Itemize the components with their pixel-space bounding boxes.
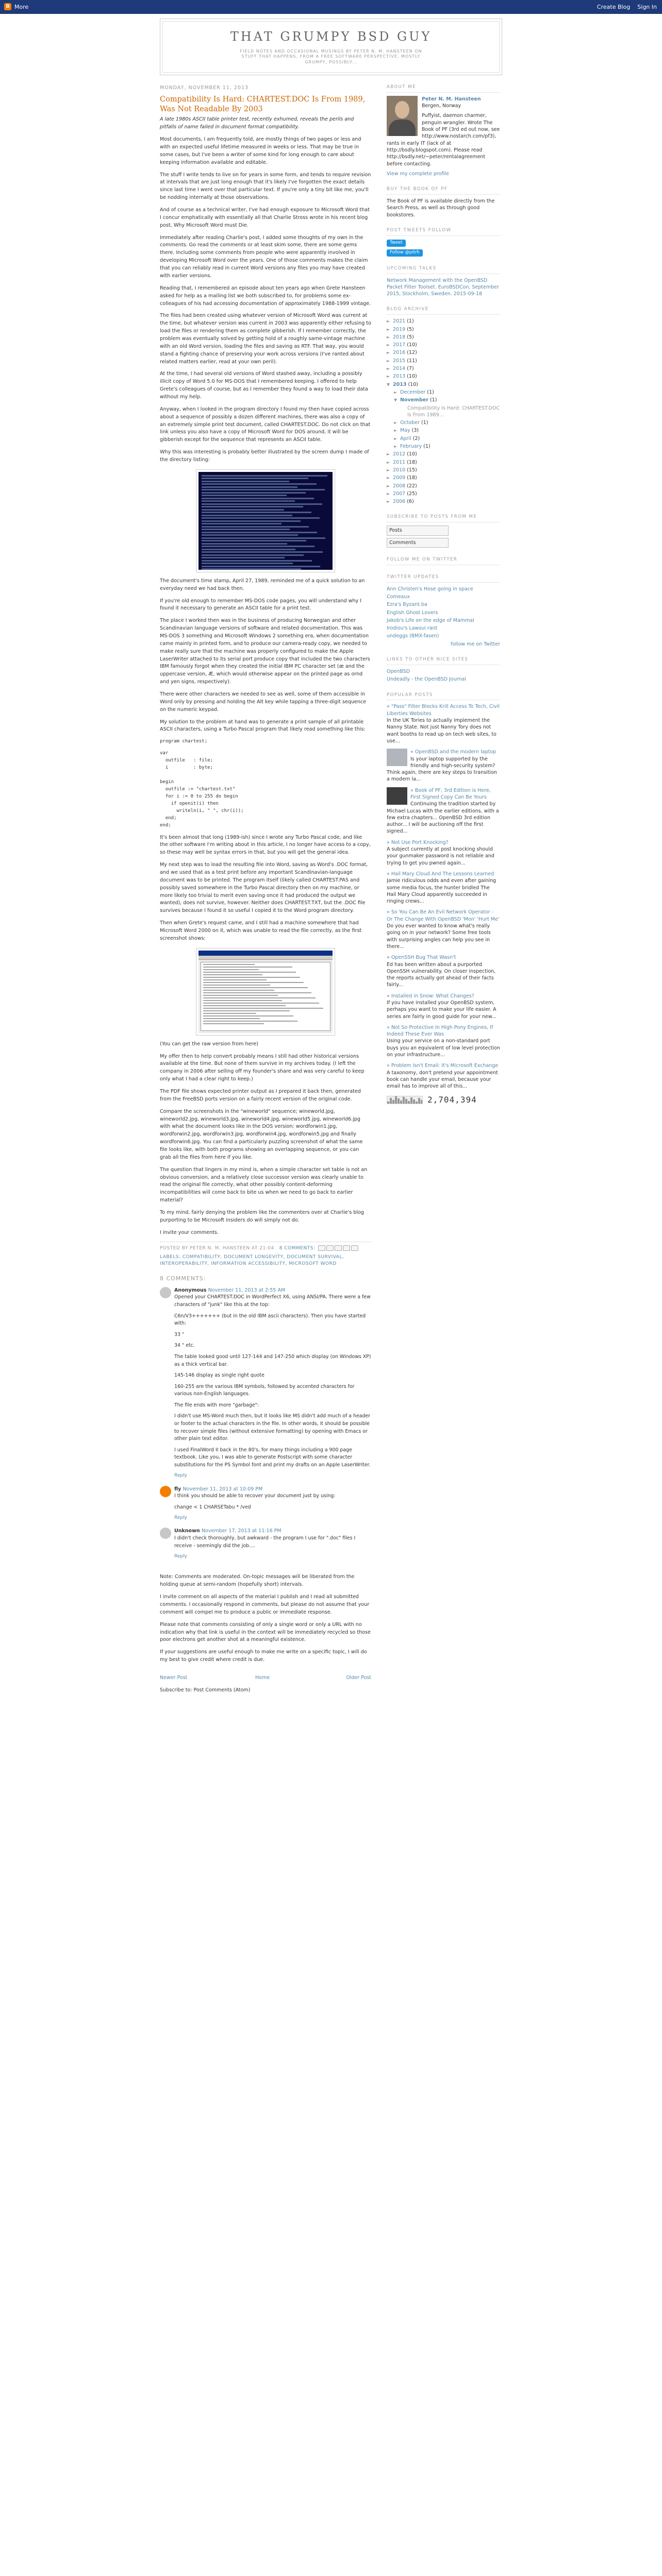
subscribe-posts-dropdown[interactable]: Posts bbox=[387, 526, 449, 535]
archive-count: (18) bbox=[405, 459, 417, 465]
comment-note: I invite comment on all aspects of the material I publish and I read all submitted comments. I occasionally respond in comments, but please do not assume that your comment will compel me to produce a public or immediate response. bbox=[160, 1594, 370, 1615]
blog-description: FIELD NOTES AND OCCASIONAL MUSINGS BY PETER N. M. HANSTEEN ON STUFF THAT HAPPENS, FROM A FREE SOFTWARE PERSPECTIVE, MOSTLY GRUMPY, POSSIBLY... bbox=[240, 48, 422, 64]
twitter-list bbox=[387, 586, 500, 640]
archive-link[interactable]: 2014 bbox=[393, 366, 406, 372]
toggle-icon[interactable]: ► bbox=[387, 491, 390, 496]
links-list bbox=[387, 668, 500, 683]
comment-timestamp[interactable]: November 17, 2013 at 11:16 PM bbox=[201, 1528, 282, 1534]
twitter-item[interactable]: Ann Christen's Hose going in space bbox=[387, 586, 473, 592]
share-facebook-icon[interactable] bbox=[343, 1245, 350, 1251]
archive-item[interactable] bbox=[387, 349, 500, 356]
navbar-right bbox=[597, 3, 657, 11]
author-name[interactable]: Peter N. M. Hansteen bbox=[422, 96, 481, 102]
share-pinterest-icon[interactable] bbox=[351, 1245, 358, 1251]
subscribe-comments[interactable]: Subscribe to: Post Comments (Atom) bbox=[160, 1687, 251, 1693]
book-text[interactable]: The Book of PF is available directly from the Search Press, as well as through good bookstores. bbox=[387, 198, 495, 218]
toggle-icon[interactable]: ► bbox=[387, 366, 390, 371]
archive-item[interactable] bbox=[387, 318, 500, 325]
popular-post-snippet: Is your laptop supported by the friendly and high-security system? Think again, there are key steps to transition a modern la... bbox=[387, 756, 497, 783]
post-paragraph: Reading that, I remembered an episode about ten years ago when Grete Hansteen asked for help as a mailing list we both subscribed to, for problems some ex-colleagues of his had accessing documentation of approximately 1988-1999 vintage. bbox=[160, 285, 371, 307]
subscribe-comments-dropdown[interactable]: Comments bbox=[387, 538, 449, 548]
author-bio: Puffyist, daemon charmer, penguin wrangler. Wrote The Book of PF (3rd ed out now, see http://www.nostarch.com/pf3), rants in early IT (lack of at http://bsdly.blogspot.com). Please read http://bsdly.net/~peter/rentalagreement before contacting. bbox=[387, 113, 500, 167]
post-paragraph: Compare the screenshots in the "wineworld" sequence; wineworld.jpg, wineworld2.jpg, wineworld3.jpg, wineworld4.jpg, wineworld5.jpg, wineworld6.jpg with what the document looks like in the DOS version: wordforwin1.jpg, wordforwin2.jpg, wordforwin3.jpg, wordforwin4.jpg, wordforwin5.jpg and finally wordforwin6.jpg. You can find a particularly puzzling screenshot of what the same file looks like, with both programs showing an overlapping sequence, or you can grab all the files from here if you like. bbox=[160, 1108, 363, 1160]
more-link[interactable]: More bbox=[14, 4, 29, 10]
post-paragraph: The document's time stamp, April 27, 1989, reminded me of a quick solution to an everyday need we had back then. bbox=[160, 578, 365, 591]
archive-link[interactable]: 2016 bbox=[393, 350, 406, 356]
post-paragraph: And of course as a technical writer, I've had enough exposure to Microsoft Word that I concur emphatically with essentially all that Charlie Stross wrote in his recent blog post, Why Microsoft Word must Die. bbox=[160, 207, 370, 228]
links-heading: LINKS TO OTHER NICE SITES bbox=[387, 657, 500, 665]
archive-link[interactable]: 2008 bbox=[393, 483, 406, 489]
popular-post-title[interactable]: » Book of PF, 3rd Edition is Here, First Signed Copy Can Be Yours bbox=[410, 787, 491, 800]
blogger-avatar-icon bbox=[160, 1486, 171, 1497]
twitter-item[interactable]: Irodiou's Lawsui rant bbox=[387, 625, 438, 632]
archive-link[interactable]: 2015 bbox=[393, 358, 406, 364]
toggle-icon[interactable]: ► bbox=[387, 334, 390, 340]
comment-text: change < 1 CHARSETabu * /ved bbox=[174, 1504, 251, 1510]
comment bbox=[160, 1287, 371, 1480]
twitter-item[interactable]: Ezra's Byzant.ba bbox=[387, 602, 427, 608]
reply-link[interactable]: Reply bbox=[174, 1515, 187, 1521]
post-paragraph: If you're old enough to remember MS-DOS code pages, you will understand why I found it necessary to generate an ASCII table for a print test. bbox=[160, 598, 362, 612]
archive-link[interactable]: May bbox=[400, 428, 410, 434]
post-paragraph: The question that lingers in my mind is, when a simple character set table is not an obvious conversion, and a relatively close successor version was clearly unable to read the original file correctly, what other possibly content-deforming incompatibilities will come back to bite us when we need to go back to earlier material? bbox=[160, 1166, 368, 1204]
archive-item[interactable] bbox=[387, 326, 500, 333]
toggle-icon[interactable]: ► bbox=[387, 460, 390, 465]
home-link[interactable]: Home bbox=[255, 1675, 270, 1681]
comment-policy bbox=[160, 1573, 371, 1664]
comment-author[interactable]: Anonymous bbox=[174, 1287, 207, 1293]
post-paragraph: The PDF file shows expected printer output as I prepared it back then, generated from the FreeBSD ports version on a fairly recent version of the original code. bbox=[160, 1089, 361, 1102]
archive-count: (1) bbox=[422, 444, 431, 450]
blog-title[interactable]: THAT GRUMPY BSD GUY bbox=[230, 29, 432, 44]
archive-item[interactable] bbox=[387, 498, 500, 505]
archive-count: (22) bbox=[405, 483, 417, 489]
archive-link[interactable]: 2013 bbox=[393, 381, 407, 387]
toggle-icon[interactable]: ► bbox=[387, 499, 390, 504]
toggle-icon[interactable]: ▼ bbox=[387, 382, 390, 387]
stats-widget bbox=[387, 1094, 500, 1106]
toggle-icon[interactable]: ► bbox=[394, 444, 398, 449]
archive-count: (10) bbox=[405, 374, 417, 380]
word-2000-screenshot[interactable] bbox=[196, 948, 335, 1036]
popular-post bbox=[387, 1024, 500, 1058]
post-paragraph: The place I worked then was in the business of producing Norwegian and other Scandinavian language versions of software and related documentation. This was MS-DOS 3 something and Microsoft Windows 2 something era, when documentation came mainly in printed form, and to produce our camera-ready copy, we needed to make really sure that the machine was properly configured to make the Apple LaserWriter attached to its serial port produce copy that included the two characters IBM famously forgot when they created the initial IBM PC character set (æ and the uppercase version, Æ, which would otherwise appear on the printed page as ornd and yen signs, respectively). bbox=[160, 618, 370, 685]
archive-item[interactable] bbox=[387, 373, 500, 380]
archive-link[interactable]: 2012 bbox=[393, 451, 406, 457]
word-window-image bbox=[198, 951, 333, 1033]
toggle-icon[interactable]: ► bbox=[387, 483, 390, 488]
toggle-icon[interactable]: ► bbox=[387, 476, 390, 481]
book-heading: BUY THE BOOK OF PF bbox=[387, 187, 500, 195]
popular-post-title[interactable]: » Not So Protective In High Pony Engines, If Indeed These Ever Was bbox=[387, 1024, 493, 1038]
toggle-icon[interactable]: ► bbox=[394, 389, 398, 395]
popular-post-title[interactable]: » "Pass" Filter Blocks Krill Access To Tech, Civil Liberties Websites bbox=[387, 704, 500, 717]
follow-heading: FOLLOW ME ON TWITTER bbox=[387, 557, 500, 565]
toggle-icon[interactable]: ► bbox=[394, 436, 398, 441]
popular-post-thumbnail[interactable] bbox=[387, 749, 407, 766]
archive-count: (3) bbox=[410, 428, 419, 434]
comment-text: I didn't check thoroughly, but awkward - the program I use for ".doc" files I receive - seemingly did the job.... bbox=[174, 1535, 356, 1549]
reply-link[interactable]: Reply bbox=[174, 1473, 187, 1479]
archive-link[interactable]: October bbox=[400, 420, 420, 426]
popular-post-title[interactable]: » So You Can Be An Evil Network Operator - Or The Change With OpenBSD 'Mon' 'Hurt Me' bbox=[387, 909, 500, 922]
archive-item[interactable] bbox=[387, 358, 500, 364]
post-paragraph: It's been almost that long (1989-ish) since I wrote any Turbo Pascal code, and like the other software I'm writing about in this article, I no longer have access to a copy, so these may well be syntax errors in that, but you will get the general idea. bbox=[160, 834, 371, 856]
twitter-item[interactable]: English Ghost Lovers bbox=[387, 609, 438, 616]
dos-screen-image bbox=[198, 472, 333, 570]
about-heading: ABOUT ME bbox=[387, 84, 500, 93]
popular-post-snippet: Ed has been written about a purported OpenSSH vulnerability. On closer inspection, the reports actually got ahead of their facts fairly... bbox=[387, 961, 496, 988]
post-paragraph: There were other characters we needed to see as well, some of them accessible in Word only by pressing and holding the Alt key while tapping a three-digit sequence on the numeric keypad. bbox=[160, 691, 367, 713]
archive-list bbox=[387, 318, 500, 505]
post-paragraph: My offer then to help convert probably means I still had other historical versions available at the time. But none of them survive in my archives today. (I left the company in 2006 after selling off my founder's share and was very careful to keep only what I had a clear right to keep.) bbox=[160, 1053, 365, 1082]
popular-post bbox=[387, 993, 500, 1020]
popular-post bbox=[387, 954, 500, 988]
comment-note: If your suggestions are useful enough to make me write on a specific topic, I will do my best to give credit where credit is due. bbox=[160, 1649, 367, 1663]
comment-text: I used FinalWord II back in the 80's, for many things including a 900 page textbook. Like you, I was able to generate Postscript with some character substitutions for the PS Symbol font and print my drafts on an Apple LaserWriter. bbox=[174, 1447, 371, 1468]
popular-post-snippet: In the UK Tories to actually implement the Nanny State. Not just Nanny Tory does not want booths to read up on tech web sites, to use... bbox=[387, 718, 496, 744]
archive-item[interactable] bbox=[387, 427, 500, 434]
tweet-button[interactable]: Tweet bbox=[387, 240, 406, 247]
archive-count: (5) bbox=[405, 334, 414, 340]
archive-count: (1) bbox=[405, 318, 414, 325]
archive-link[interactable]: 2009 bbox=[393, 475, 406, 481]
author-photo[interactable] bbox=[387, 96, 418, 136]
archive-link[interactable]: November bbox=[400, 397, 428, 403]
popular-post bbox=[387, 787, 500, 835]
archive-count: (10) bbox=[406, 381, 418, 387]
archive-count: (18) bbox=[405, 475, 417, 481]
comment-author[interactable]: Unknown bbox=[174, 1528, 200, 1534]
blogger-navbar bbox=[0, 0, 662, 14]
popular-post bbox=[387, 839, 500, 867]
comment-text: 34 " etc. bbox=[174, 1343, 195, 1349]
toggle-icon[interactable]: ► bbox=[394, 420, 398, 426]
popular-post-snippet: Using your service on a non-standard port buys you an equivalent of low level protection on your infrastructure... bbox=[387, 1038, 500, 1058]
popular-post bbox=[387, 1062, 500, 1090]
post-author-time[interactable]: POSTED BY PETER N. M. HANSTEEN AT 21:04 bbox=[160, 1245, 274, 1251]
post-paragraph: Most documents, I am frequently told, are mostly things of two pages or less and with an expected useful lifetime measured in weeks or less. That may be true in some cases, but I've been a writer of some kind for long enough to care about keeping information available and editable. bbox=[160, 137, 361, 165]
archive-item[interactable] bbox=[387, 397, 500, 403]
comment-text: C6n/V3+++++++ (but in the old IBM ascii characters). Then you have started with: bbox=[174, 1313, 366, 1327]
archive-link[interactable]: 2006 bbox=[393, 499, 406, 505]
comment-note: Note: Comments are moderated. On-topic messages will be liberated from the holding queue at semi-random (hopefully short) intervals. bbox=[160, 1574, 355, 1588]
archive-count: (10) bbox=[405, 342, 417, 348]
popular-post bbox=[387, 909, 500, 950]
archive-link[interactable]: 2013 bbox=[393, 374, 406, 380]
archive-item[interactable] bbox=[387, 467, 500, 473]
date-header: MONDAY, NOVEMBER 11, 2013 bbox=[160, 85, 249, 91]
archive-count: (1) bbox=[425, 389, 434, 395]
archive-count: (2) bbox=[411, 435, 420, 442]
post-paragraph: My solution to the problem at hand was to generate a print sample of all printable ASCII characters, using a Turbo Pascal program that likely read something like this: bbox=[160, 719, 366, 733]
archive-count: (1) bbox=[428, 397, 437, 403]
view-profile-link[interactable]: View my complete profile bbox=[387, 171, 449, 177]
blog-header bbox=[160, 19, 502, 75]
toggle-icon[interactable]: ► bbox=[387, 358, 390, 363]
toggle-icon[interactable]: ► bbox=[387, 374, 390, 379]
archive-item[interactable] bbox=[387, 443, 500, 450]
archive-item[interactable] bbox=[387, 381, 500, 388]
popular-post bbox=[387, 749, 500, 783]
sidebar bbox=[387, 84, 500, 1106]
twitter-item[interactable]: undeggs (BMX-fasen) bbox=[387, 633, 439, 639]
toggle-icon[interactable]: ► bbox=[387, 467, 390, 472]
comment-timestamp[interactable]: November 11, 2013 at 2:55 AM bbox=[208, 1287, 286, 1293]
archive-item[interactable] bbox=[387, 419, 500, 426]
archive-item[interactable] bbox=[387, 483, 500, 489]
post-paragraph: I invite your comments. bbox=[160, 1229, 219, 1235]
comments-heading: 8 COMMENTS: bbox=[160, 1275, 206, 1282]
popular-post-title[interactable]: » Hail Mary Cloud And The Lessons Learned bbox=[387, 871, 494, 877]
pageview-sparkline bbox=[387, 1096, 423, 1104]
post-labels[interactable]: LABELS: COMPATIBILITY, DOCUMENT LONGEVITY, DOCUMENT SURVIVAL, INTEROPERABILITY, INFORMATION ACCESSIBILITY, MICROSOFT WORD bbox=[160, 1254, 344, 1266]
follow-twitter-link[interactable]: follow me on Twitter bbox=[451, 641, 500, 647]
archive-link[interactable]: 2018 bbox=[393, 334, 406, 340]
post-paragraph: At the time, I had several old versions of Word stashed away, including a possibly illicit copy of Word 5.0 for MS-DOS that I remembered keeping. I offered to help Grete's colleagues of course, but as I remember they found a way to load their data without my help. bbox=[160, 371, 368, 400]
subscribe-heading: SUBSCRIBE TO POSTS FROM ME bbox=[387, 514, 500, 522]
comment-text: The table looked good until 127-144 and 147-250 which display (on Windows XP) as a thick vertical bar. bbox=[174, 1353, 371, 1367]
anonymous-avatar-icon bbox=[160, 1528, 171, 1539]
archive-count: (11) bbox=[405, 358, 417, 364]
popular-posts bbox=[387, 703, 500, 1090]
site-link[interactable]: OpenBSD bbox=[387, 668, 410, 674]
toggle-icon[interactable]: ► bbox=[387, 350, 390, 355]
popular-post-title[interactable]: » OpenSSH Bug That Wasn't bbox=[387, 955, 456, 961]
popular-post-snippet: Do you ever wanted to know what's really going on in your network? Some free tools with surprising angles can help you see in there... bbox=[387, 923, 491, 950]
archive-item[interactable] bbox=[387, 334, 500, 341]
archive-link[interactable]: April bbox=[400, 435, 411, 442]
comments-link[interactable]: 8 COMMENTS: bbox=[279, 1245, 316, 1251]
popular-post-thumbnail[interactable] bbox=[387, 787, 407, 805]
archive-item[interactable] bbox=[387, 389, 500, 396]
upcoming-heading: UPCOMING TALKS bbox=[387, 266, 500, 274]
newer-post-link[interactable]: Newer Post bbox=[160, 1675, 188, 1681]
popular-post-snippet: If you have installed your OpenBSD system, perhaps you want to make your life easier. A series are fairly in good guide for your new... bbox=[387, 1000, 496, 1020]
comment-text: 160-255 are the various IBM symbols, followed by accented characters for various non-English languages. bbox=[174, 1383, 355, 1397]
toggle-icon[interactable]: ▼ bbox=[394, 398, 398, 403]
comment-text: I think you should be able to recover your document just by using: bbox=[174, 1493, 336, 1499]
popular-post bbox=[387, 703, 500, 744]
archive-count: (5) bbox=[405, 326, 414, 332]
archive-item[interactable] bbox=[387, 451, 500, 457]
comment-text: I didn't use MS-Word much then, but it looks like MS didn't add much of a header or footer to the actual characters in the file. In other words, it should be possible to recover simple files (without extensive formatting) by opening with Emacs or other plain text editor. bbox=[174, 1413, 371, 1442]
archive-link[interactable]: 2017 bbox=[393, 342, 406, 348]
archive-item[interactable] bbox=[387, 474, 500, 481]
popular-post-title[interactable]: » OpenBSD and the modern laptop bbox=[410, 749, 496, 755]
comment-text: Opened your CHARTEST.DOC in WordPerfect X6, using ANSI/PA. There were a few characters of "junk" like this at the top: bbox=[174, 1294, 371, 1308]
post-paragraph: Then when Grete's request came, and I still had a machine somewhere that had Microsoft Word 2000 on it, which was unable to read the file correctly, as the first screenshot shows: bbox=[160, 920, 362, 941]
post-paragraph: My next step was to load the resulting file into Word, saving as Word's .DOC format, and we used that as a test print before any important Scandinavian-language document was to be printed. The program itself (likely called CHARTEST.PAS and possibly saved somewhere in the Turbo Pascal directory then on my machine, or more likely too trivial to merit even saving once it had produced the output we wanted), does not survive, however. Neither does CHARTEST.TXT, but the .DOC file survives because I found it so useful I copied it to the Word program directory. bbox=[160, 862, 368, 914]
blogthis-icon[interactable] bbox=[326, 1245, 334, 1251]
popular-post-title[interactable]: » Problem Isn't Email: It's Microsoft Exchange bbox=[387, 1063, 499, 1069]
post-paragraph: The files had been created using whatever version of Microsoft Word was current at the time, but whatever version was current in 2003 was apparently either refusing to load the files or rendering them as complete gibberish. If I remember correctly, the problem was eventually solved by getting hold of a roughly same-vintage machine with an old Word version, loading the files and saving as RTF. That way, you would stand a fighting chance of preserving your work across versions (I've ranted about related matters earlier, read at your own peril). bbox=[160, 313, 371, 365]
post-paragraph: To my mind, fairly denying the problem like the commenters over at Charlie's blog purporting to be Microsoft insiders do will simply not do. bbox=[160, 1210, 365, 1223]
archive-count: (10) bbox=[405, 451, 417, 457]
author-location: Bergen, Norway bbox=[422, 103, 461, 109]
main-column bbox=[160, 84, 371, 1694]
comment bbox=[160, 1528, 371, 1560]
toggle-icon[interactable]: ► bbox=[387, 319, 390, 324]
pascal-code-block: var outfile : file; i : byte; begin outfile := "chartest.txt" for i := 0 to 255 do begin if openit(i) then writeln(i, " ", chr(i)); end; end; bbox=[160, 751, 244, 828]
archive-link[interactable]: 2019 bbox=[393, 326, 406, 332]
archive-count: (25) bbox=[405, 490, 417, 497]
popular-post-title[interactable]: » Installed in Snow: What Changes? bbox=[387, 993, 474, 999]
twitter-updates-heading: TWITTER UPDATES bbox=[387, 574, 500, 583]
popular-heading: POPULAR POSTS bbox=[387, 692, 500, 701]
anonymous-avatar-icon bbox=[160, 1287, 171, 1298]
archive-link[interactable]: 2021 bbox=[393, 318, 406, 325]
post-title[interactable]: Compatibility Is Hard: CHARTEST.DOC Is From 1989, Was Not Readable By 2003 bbox=[160, 95, 366, 113]
twitter-item[interactable]: Comeaux bbox=[387, 594, 410, 600]
archive-count: (12) bbox=[405, 350, 417, 356]
popular-post-title[interactable]: » Not Use Port Knocking? bbox=[387, 839, 449, 845]
archive-count: (1) bbox=[420, 420, 428, 426]
comment-author[interactable]: fly bbox=[174, 1486, 181, 1492]
archive-item[interactable] bbox=[387, 490, 500, 497]
archive-count: (7) bbox=[405, 366, 414, 372]
toggle-icon[interactable]: ► bbox=[394, 428, 398, 433]
blogger-logo-icon[interactable]: B bbox=[4, 3, 11, 10]
post-paragraph: Anyway, when I looked in the program directory I found my then have copied across about a sequence of possibly a dozen different machines, there was also a copy of an extremely simple print test document, called CHARTEST.DOC. Do not click on that link unless you also have a copy of Microsoft Word for DOS around, it will be gibberish except for the sequence that represents an ASCII table. bbox=[160, 406, 371, 443]
popular-post-snippet: Continuing the tradition started by Michael Lucas with the earlier editions, with a few extra chapters... OpenBSD 3rd edition author... I will be auctioning off the first signed... bbox=[387, 801, 499, 835]
archive-link[interactable]: December bbox=[400, 389, 426, 395]
follow-button[interactable]: Follow @pitrh bbox=[387, 249, 423, 257]
create-blog-link[interactable]: Create Blog bbox=[597, 4, 631, 10]
directory-listing-screenshot[interactable] bbox=[196, 469, 335, 572]
archive-count: (15) bbox=[405, 467, 417, 473]
archive-item[interactable] bbox=[387, 342, 500, 348]
comment bbox=[160, 1486, 371, 1522]
share-twitter-icon[interactable] bbox=[335, 1245, 342, 1251]
popular-post-snippet: A taxonomy, don't pretend your appointment book can handle your email, because your email has to improve all of this... bbox=[387, 1070, 498, 1090]
comment-timestamp[interactable]: November 11, 2013 at 10:09 PM bbox=[183, 1486, 263, 1492]
raw-version-caption[interactable]: (You can get the raw version from here) bbox=[160, 1041, 258, 1047]
popular-post-snippet: Jamie ridiculous odds and even after gaining some media focus, the hunter bridled The Hail Mary Cloud apparently succeeded in ringing crews... bbox=[387, 878, 496, 905]
archive-link[interactable]: February bbox=[400, 444, 422, 450]
post-navigation bbox=[160, 1674, 371, 1683]
tweet-heading: POST TWEETS FOLLOW bbox=[387, 228, 500, 236]
toggle-icon[interactable]: ► bbox=[387, 452, 390, 457]
toggle-icon[interactable]: ► bbox=[387, 343, 390, 348]
archive-item[interactable] bbox=[387, 365, 500, 372]
post-footer bbox=[160, 1242, 371, 1267]
post-paragraph: Why this was interesting is probably better illustrated by the screen dump I made of the directory listing: bbox=[160, 449, 369, 463]
comment-text: The file ends with more "garbage": bbox=[174, 1402, 259, 1408]
comment-text: 145-146 display as single right quote bbox=[174, 1372, 264, 1379]
archive-link[interactable]: 2011 bbox=[393, 459, 406, 465]
archive-link[interactable]: 2010 bbox=[393, 467, 406, 473]
email-post-icon[interactable] bbox=[318, 1245, 325, 1251]
post-paragraph: Immediately after reading Charlie's post, I added some thoughts of my own in the comments. Go read the comments or at least skim some, there are some gems there. Including some comments from people who were apparently involved in developing Microsoft Word over the years. One of those comments makes the claim that you can reliably read in current Word versions any files you may have created with earlier versions. bbox=[160, 234, 368, 279]
twitter-item[interactable]: Jakob's Life on the edge of Mammal bbox=[387, 617, 474, 623]
archive-post-link[interactable]: Compatibility Is Hard: CHARTEST.DOC Is From 1989... bbox=[407, 405, 500, 418]
site-link[interactable]: Undeadly - the OpenBSD Journal bbox=[387, 676, 466, 683]
older-post-link[interactable]: Older Post bbox=[346, 1675, 371, 1681]
archive-item[interactable] bbox=[387, 435, 500, 442]
archive-heading: BLOG ARCHIVE bbox=[387, 307, 500, 315]
sign-in-link[interactable]: Sign In bbox=[637, 4, 657, 10]
reply-link[interactable]: Reply bbox=[174, 1554, 187, 1560]
post-paragraph: The stuff I write tends to live on for years in some form, and tends to require revision at intervals that are just long enough that it's likely I've forgotten the exact details since last time I went over that particular text. If you're only a tiny bit like me, you'll be nodding internally at those observations. bbox=[160, 172, 371, 201]
archive-link[interactable]: 2007 bbox=[393, 490, 406, 497]
page-wrapper bbox=[160, 19, 502, 1693]
pageview-count: 2,704,394 bbox=[427, 1094, 477, 1105]
code-label: program chartest; bbox=[160, 739, 208, 744]
popular-post-snippet: A subject currently at post knocking should your gunmaker password is not reliable and trying to get you pwned again... bbox=[387, 846, 494, 866]
comment-note: Please note that comments consisting of only a single word or only a URL with no indication why that link is useful in the context will be immediately recycled so those poor electrons get another shot at a meaningful existence. bbox=[160, 1621, 371, 1643]
archive-item[interactable] bbox=[387, 459, 500, 466]
comment-text: 33 " bbox=[174, 1331, 185, 1337]
post-lead: A late 1980s ASCII table printer test, recently exhumed, reveals the perils and pitfalls of name failed in document format compatibility. bbox=[160, 116, 354, 130]
toggle-icon[interactable]: ► bbox=[387, 327, 390, 332]
popular-post bbox=[387, 871, 500, 905]
upcoming-text[interactable]: Network Management with the OpenBSD Packet Filter Toolset. EuroBSDCon, September 2015, Stockholm, Sweden. 2015-09-18 bbox=[387, 277, 499, 297]
archive-count: (6) bbox=[405, 499, 414, 505]
